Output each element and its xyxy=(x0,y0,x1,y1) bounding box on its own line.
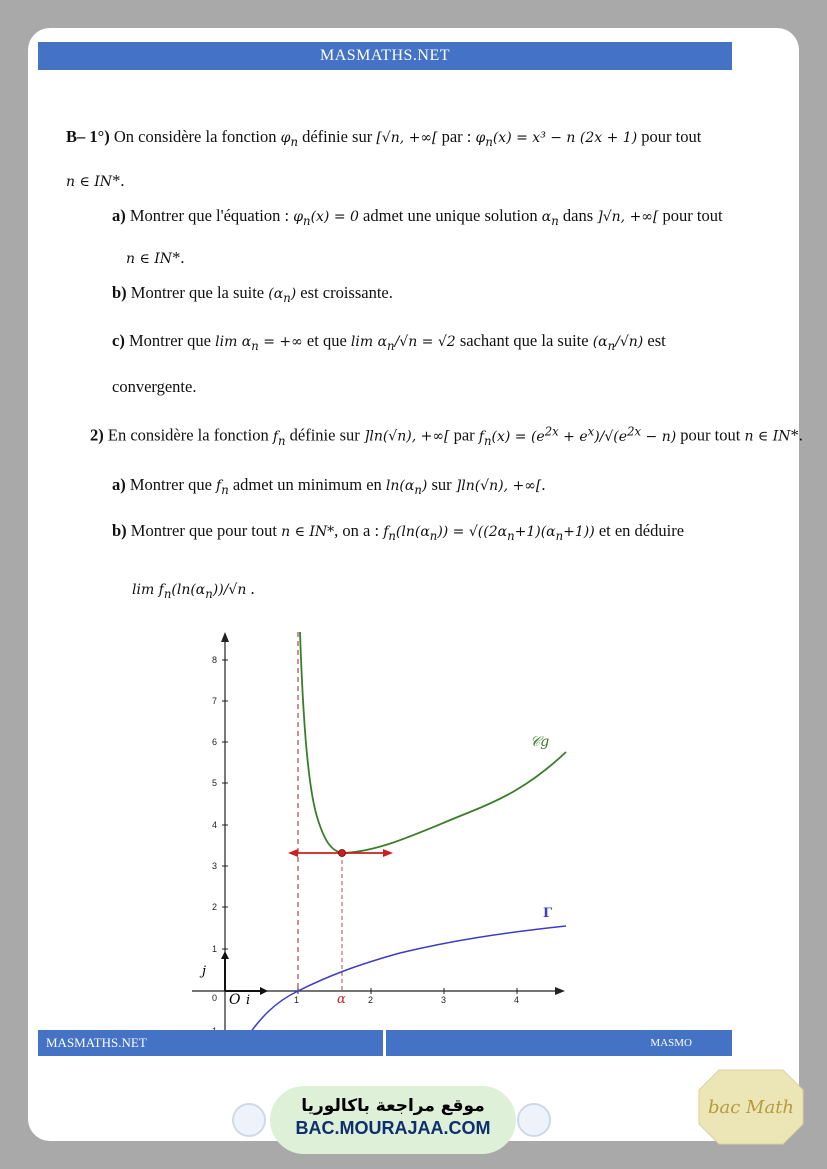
question-a1-cont: n ∈ IN*. xyxy=(126,248,185,267)
badge-right-icon xyxy=(517,1103,551,1137)
question-b1: B– 1°) On considère la fonction $\varphi_n$ définie sur [√n, +∞[ par : $\varphi_n(x) = x^3 - n$ (2x + 1) pour tout xyxy=(66,127,702,149)
bacmath-logo xyxy=(697,1068,805,1146)
y-tick-3: 3 xyxy=(212,861,218,871)
footer-right: MASMO xyxy=(386,1030,732,1056)
origin-label: O xyxy=(229,992,241,1008)
site-banner[interactable] xyxy=(270,1086,516,1154)
cg-label: 𝒞g xyxy=(530,734,550,750)
question-b1-cont: n ∈ IN*. xyxy=(66,171,125,190)
banner-url[interactable]: BAC.MOURAJAA.COM xyxy=(295,1118,491,1138)
footer-left: MASMATHS.NET xyxy=(38,1030,383,1056)
gamma-label: Γ xyxy=(543,906,553,921)
y-tick-6: 6 xyxy=(212,737,218,747)
question-b2-cont: $\lim f_n(\ln(\alpha_n))/√n$ . xyxy=(132,579,255,601)
x-tick-3: 3 xyxy=(441,995,447,1005)
question-c1-cont: convergente. xyxy=(112,377,197,396)
question-2: 2) En considère la fonction $f_n$ définie sur ]ln(√n), +∞[ par $f_n(x) = (e^{2x} + e^x)/√(e^{2x} - n)$ pour tout n ∈ IN*. xyxy=(90,424,803,448)
y-tick-4: 4 xyxy=(212,820,218,830)
question-b1q: b) Montrer que la suite $(\alpha_n)$ est croissante. xyxy=(112,283,393,305)
x-tick-1: 1 xyxy=(294,995,300,1005)
badge-left-icon xyxy=(232,1103,266,1137)
banner-arabic: موقع مراجعة باكالوريا xyxy=(301,1096,485,1116)
header-bar: MASMATHS.NET xyxy=(38,42,732,70)
y-tick-7: 7 xyxy=(212,696,218,706)
y-tick-2: 2 xyxy=(212,902,218,912)
x-tick-4: 4 xyxy=(514,995,520,1005)
y-tick-1: 1 xyxy=(212,944,218,954)
question-b2: b) Montrer que pour tout n ∈ IN*, on a : $f_n(\ln(\alpha_n)) = √((2\alpha_n+1)(\alpha_n+1))$ et en déduire xyxy=(112,521,685,543)
j-label: j xyxy=(202,964,207,979)
svg-text:bac Math: bac Math xyxy=(707,1097,795,1118)
question-a2: a) Montrer que $f_n$ admet un minimum en $\ln(\alpha_n)$ sur ]ln(√n), +∞[. xyxy=(112,475,546,497)
x-tick-2: 2 xyxy=(368,995,374,1005)
i-label: i xyxy=(246,993,251,1008)
alpha-label: α xyxy=(337,992,346,1007)
y-tick-0: 0 xyxy=(212,993,218,1003)
y-tick-5: 5 xyxy=(212,778,218,788)
y-tick-8: 8 xyxy=(212,655,218,665)
question-a1: a) Montrer que l'équation : $\varphi_n(x) = 0$ admet une unique solution $\alpha_n$ dans ]√n, +∞[ pour tout xyxy=(112,206,723,228)
question-c1: c) Montrer que $\lim \alpha_n$ = +∞ et que $\lim \alpha_n/√n = √2$ sachant que la suite $(\alpha_n/√n)$ est xyxy=(112,331,666,353)
